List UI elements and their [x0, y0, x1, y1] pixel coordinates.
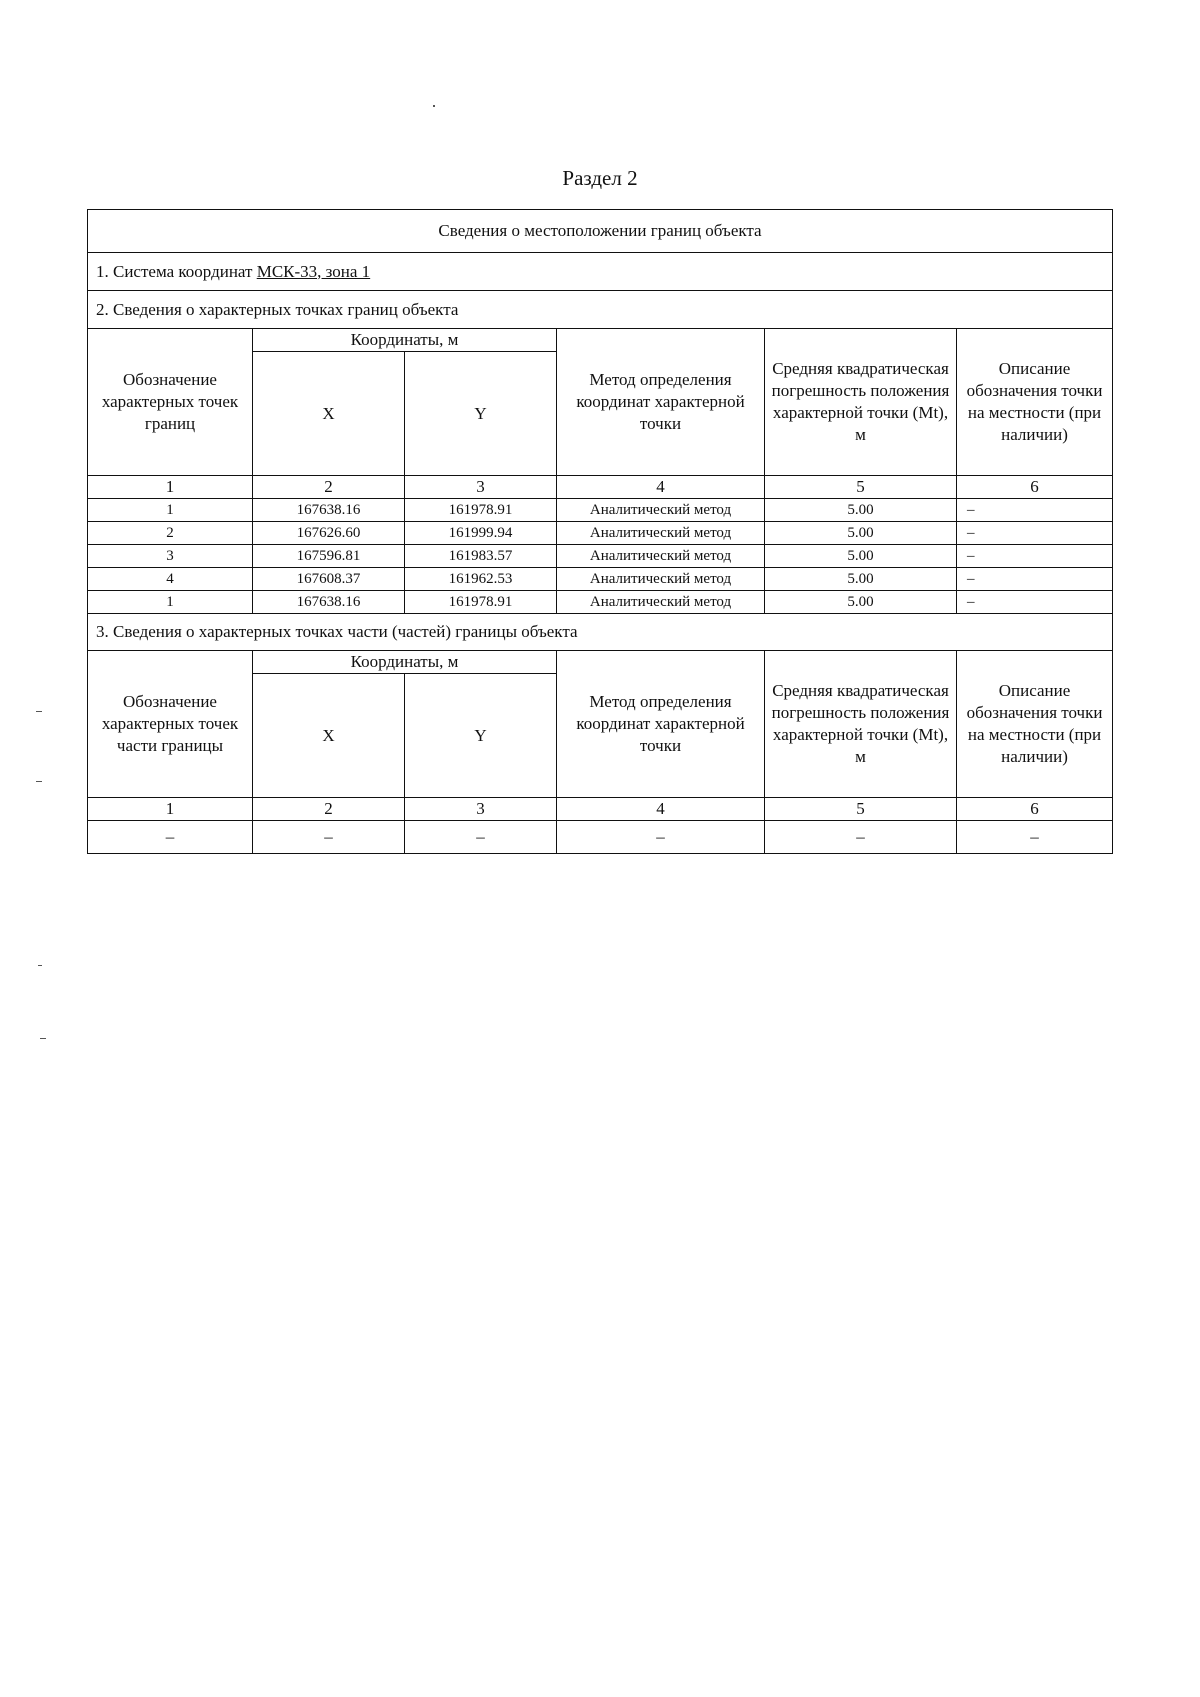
empty-cell: – — [253, 821, 405, 854]
column-numbers-row — [88, 798, 1113, 821]
coordinate-system-value: МСК-33, зона 1 — [256, 261, 371, 281]
table-title: Сведения о местоположении границ объекта — [88, 210, 1113, 253]
table-row — [88, 568, 1113, 591]
y-cell: 161999.94 — [405, 522, 557, 545]
point-cell: 3 — [88, 545, 253, 568]
empty-cell: – — [957, 821, 1113, 854]
header-description: Описание обозначения точки на местности (при наличии) — [957, 651, 1113, 798]
x-cell: 167608.37 — [253, 568, 405, 591]
empty-cell: – — [557, 821, 765, 854]
column-number: 2 — [253, 798, 405, 821]
x-cell: 167638.16 — [253, 591, 405, 614]
error-cell: 5.00 — [765, 522, 957, 545]
column-number: 6 — [957, 798, 1113, 821]
point-cell: 2 — [88, 522, 253, 545]
column-number: 3 — [405, 798, 557, 821]
description-cell: – — [957, 522, 1113, 545]
scan-speck — [36, 781, 42, 782]
x-cell: 167596.81 — [253, 545, 405, 568]
error-cell: 5.00 — [765, 568, 957, 591]
column-number: 5 — [765, 476, 957, 499]
header-coordinates: Координаты, м — [253, 329, 557, 352]
description-cell: – — [957, 591, 1113, 614]
description-cell: – — [957, 499, 1113, 522]
header-point-designation: Обозначение характерных точек части границы — [88, 651, 253, 798]
column-number: 6 — [957, 476, 1113, 499]
point-cell: 1 — [88, 591, 253, 614]
header-method: Метод определения координат характерной точки — [557, 651, 765, 798]
coordinate-system-label: 1. Система координат — [96, 261, 257, 281]
x-cell: 167626.60 — [253, 522, 405, 545]
header-x: X — [253, 674, 405, 798]
header-y: Y — [405, 674, 557, 798]
section-2-heading: 2. Сведения о характерных точках границ объекта — [88, 291, 1113, 329]
column-number: 3 — [405, 476, 557, 499]
header-method: Метод определения координат характерной точки — [557, 329, 765, 476]
column-number: 1 — [88, 476, 253, 499]
header-point-designation: Обозначение характерных точек границ — [88, 329, 253, 476]
method-cell: Аналитический метод — [557, 568, 765, 591]
scan-speck — [433, 105, 435, 107]
column-number: 4 — [557, 798, 765, 821]
header-mean-error: Средняя квадратическая погрешность положения характерной точки (Mt), м — [765, 651, 957, 798]
y-cell: 161978.91 — [405, 591, 557, 614]
error-cell: 5.00 — [765, 591, 957, 614]
scan-speck — [40, 1038, 46, 1039]
column-number: 4 — [557, 476, 765, 499]
empty-cell: – — [405, 821, 557, 854]
column-number: 2 — [253, 476, 405, 499]
header-mean-error: Средняя квадратическая погрешность положения характерной точки (Mt), м — [765, 329, 957, 476]
method-cell: Аналитический метод — [557, 545, 765, 568]
boundary-table — [87, 209, 1113, 854]
empty-cell: – — [88, 821, 253, 854]
scan-speck — [38, 965, 42, 966]
column-numbers-row — [88, 476, 1113, 499]
description-cell: – — [957, 568, 1113, 591]
point-cell: 1 — [88, 499, 253, 522]
table-row — [88, 821, 1113, 854]
header-y: Y — [405, 352, 557, 476]
y-cell: 161978.91 — [405, 499, 557, 522]
column-number: 5 — [765, 798, 957, 821]
y-cell: 161983.57 — [405, 545, 557, 568]
header-coordinates: Координаты, м — [253, 651, 557, 674]
page-title: Раздел 2 — [562, 166, 638, 190]
scan-speck — [36, 711, 42, 712]
table-row — [88, 591, 1113, 614]
description-cell: – — [957, 545, 1113, 568]
header-x: X — [253, 352, 405, 476]
method-cell: Аналитический метод — [557, 522, 765, 545]
method-cell: Аналитический метод — [557, 499, 765, 522]
header-description: Описание обозначения точки на местности (при наличии) — [957, 329, 1113, 476]
x-cell: 167638.16 — [253, 499, 405, 522]
table-row — [88, 545, 1113, 568]
coordinate-system-row — [88, 253, 1113, 291]
empty-cell: – — [765, 821, 957, 854]
y-cell: 161962.53 — [405, 568, 557, 591]
table-row — [88, 522, 1113, 545]
error-cell: 5.00 — [765, 499, 957, 522]
table-row — [88, 499, 1113, 522]
section-3-heading: 3. Сведения о характерных точках части (частей) границы объекта — [88, 614, 1113, 651]
method-cell: Аналитический метод — [557, 591, 765, 614]
point-cell: 4 — [88, 568, 253, 591]
error-cell: 5.00 — [765, 545, 957, 568]
column-number: 1 — [88, 798, 253, 821]
